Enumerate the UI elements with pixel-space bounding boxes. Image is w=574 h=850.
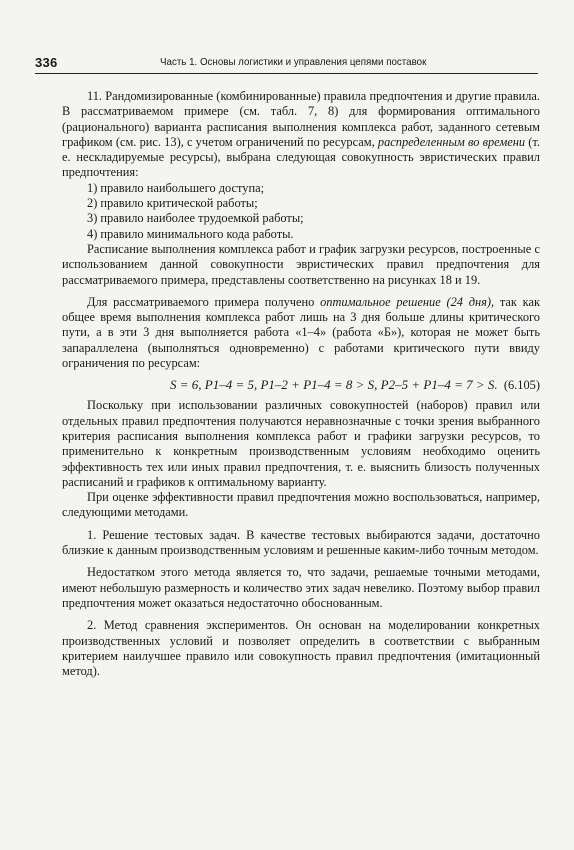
paragraph-rules-text-a: 11. Рандомизированные (комбинированные) правила предпочтения и другие правила. В рассматриваемом примере (см. табл. 7, 8) для формирования оптимального (рационального) варианта расписания выполнения комплекса работ, заданного сетевым графиком (см. рис. 13), с учетом ограничений по ресурсам, — [62, 89, 540, 149]
list-item: 4) правило минимального кода работы. — [87, 226, 294, 241]
paragraph-schedule: Расписание выполнения комплекса работ и график загрузки ресурсов, построенные с использованием данной совокупности эвристических правил предпочтения для рассматриваемого примера, представлены соответственно на рисунках 18 и 19. — [62, 241, 540, 287]
list-item: 3) правило наиболее трудоемкой работы; — [87, 211, 304, 226]
paragraph-experiments: 2. Метод сравнения экспериментов. Он основан на моделировании конкретных производственных условий и позволяет определить в соответствии с выбранным критерием наилучшее правило или совокупность правил предпочтения (имитационный метод). — [62, 618, 540, 679]
paragraph-optimal-text-b: так как общее время выполнения комплекса работ лишь на 3 дня больше длины критического пути, а в эти 3 дня выполняется работа «1–4» (работа «Б»), которая не может быть запараллелена (выполняться одновременно) с работами критического пути ввиду ограничения по ресурсам: — [62, 294, 541, 371]
paragraph-optimal-solution — [62, 295, 540, 371]
paragraph-optimal-emphasis: оптимальное решение (24 дня), — [320, 294, 495, 309]
page-number: 336 — [35, 55, 58, 70]
paragraph-rule-sets: Поскольку при использовании различных совокупностей (наборов) правил или отдельных правил предпочтения получаются неравнозначные с точки зрения выбранного критерия расписания выполнения комплекса работ и графики загрузки ресурсов, то применительно к конкретным производственным условиям необходимо оценить эффективность тех или иных правил предпочтения, т. е. выяснить близость полученных расписаний и графиков к оптимальному варианту. — [62, 398, 540, 489]
list-item: 1) правило наибольшего доступа; — [87, 180, 265, 195]
paragraph-rules — [62, 89, 540, 181]
page-header — [35, 55, 538, 74]
running-title: Часть 1. Основы логистики и управления цепями поставок — [160, 56, 427, 68]
formula-expression: S = 6, P1–4 = 5, P1–2 + P1–4 = 8 > S, P2–5 + P1–4 = 7 > S. — [170, 377, 498, 393]
paragraph-drawback: Недостатком этого метода является то, что задачи, решаемые точными методами, имеют небольшую размерность и количество этих задач невелико. Поэтому выбор правил предпочтения может оказаться недостаточно обоснованным. — [62, 565, 540, 610]
paragraph-optimal-text-a: Для рассматриваемого примера получено — [87, 294, 321, 309]
paragraph-test-problems: 1. Решение тестовых задач. В качестве тестовых выбираются задачи, достаточно близкие к данным производственным условиям и решенные каким-либо точным методом. — [62, 527, 540, 558]
paragraph-methods-intro: При оценке эффективности правил предпочтения можно воспользоваться, например, следующими методами. — [62, 490, 540, 520]
paragraph-rules-text-b: (т. е. нескладируемые ресурсы), выбрана следующая совокупность эвристических правил предпочтения: — [62, 134, 540, 180]
list-item: 2) правило критической работы; — [87, 196, 258, 211]
formula-number: (6.105) — [503, 378, 540, 393]
page-body — [62, 89, 540, 679]
paragraph-rules-emphasis: распределенным во времени — [377, 134, 526, 149]
formula-6-105 — [62, 374, 540, 396]
rules-list — [62, 181, 540, 242]
